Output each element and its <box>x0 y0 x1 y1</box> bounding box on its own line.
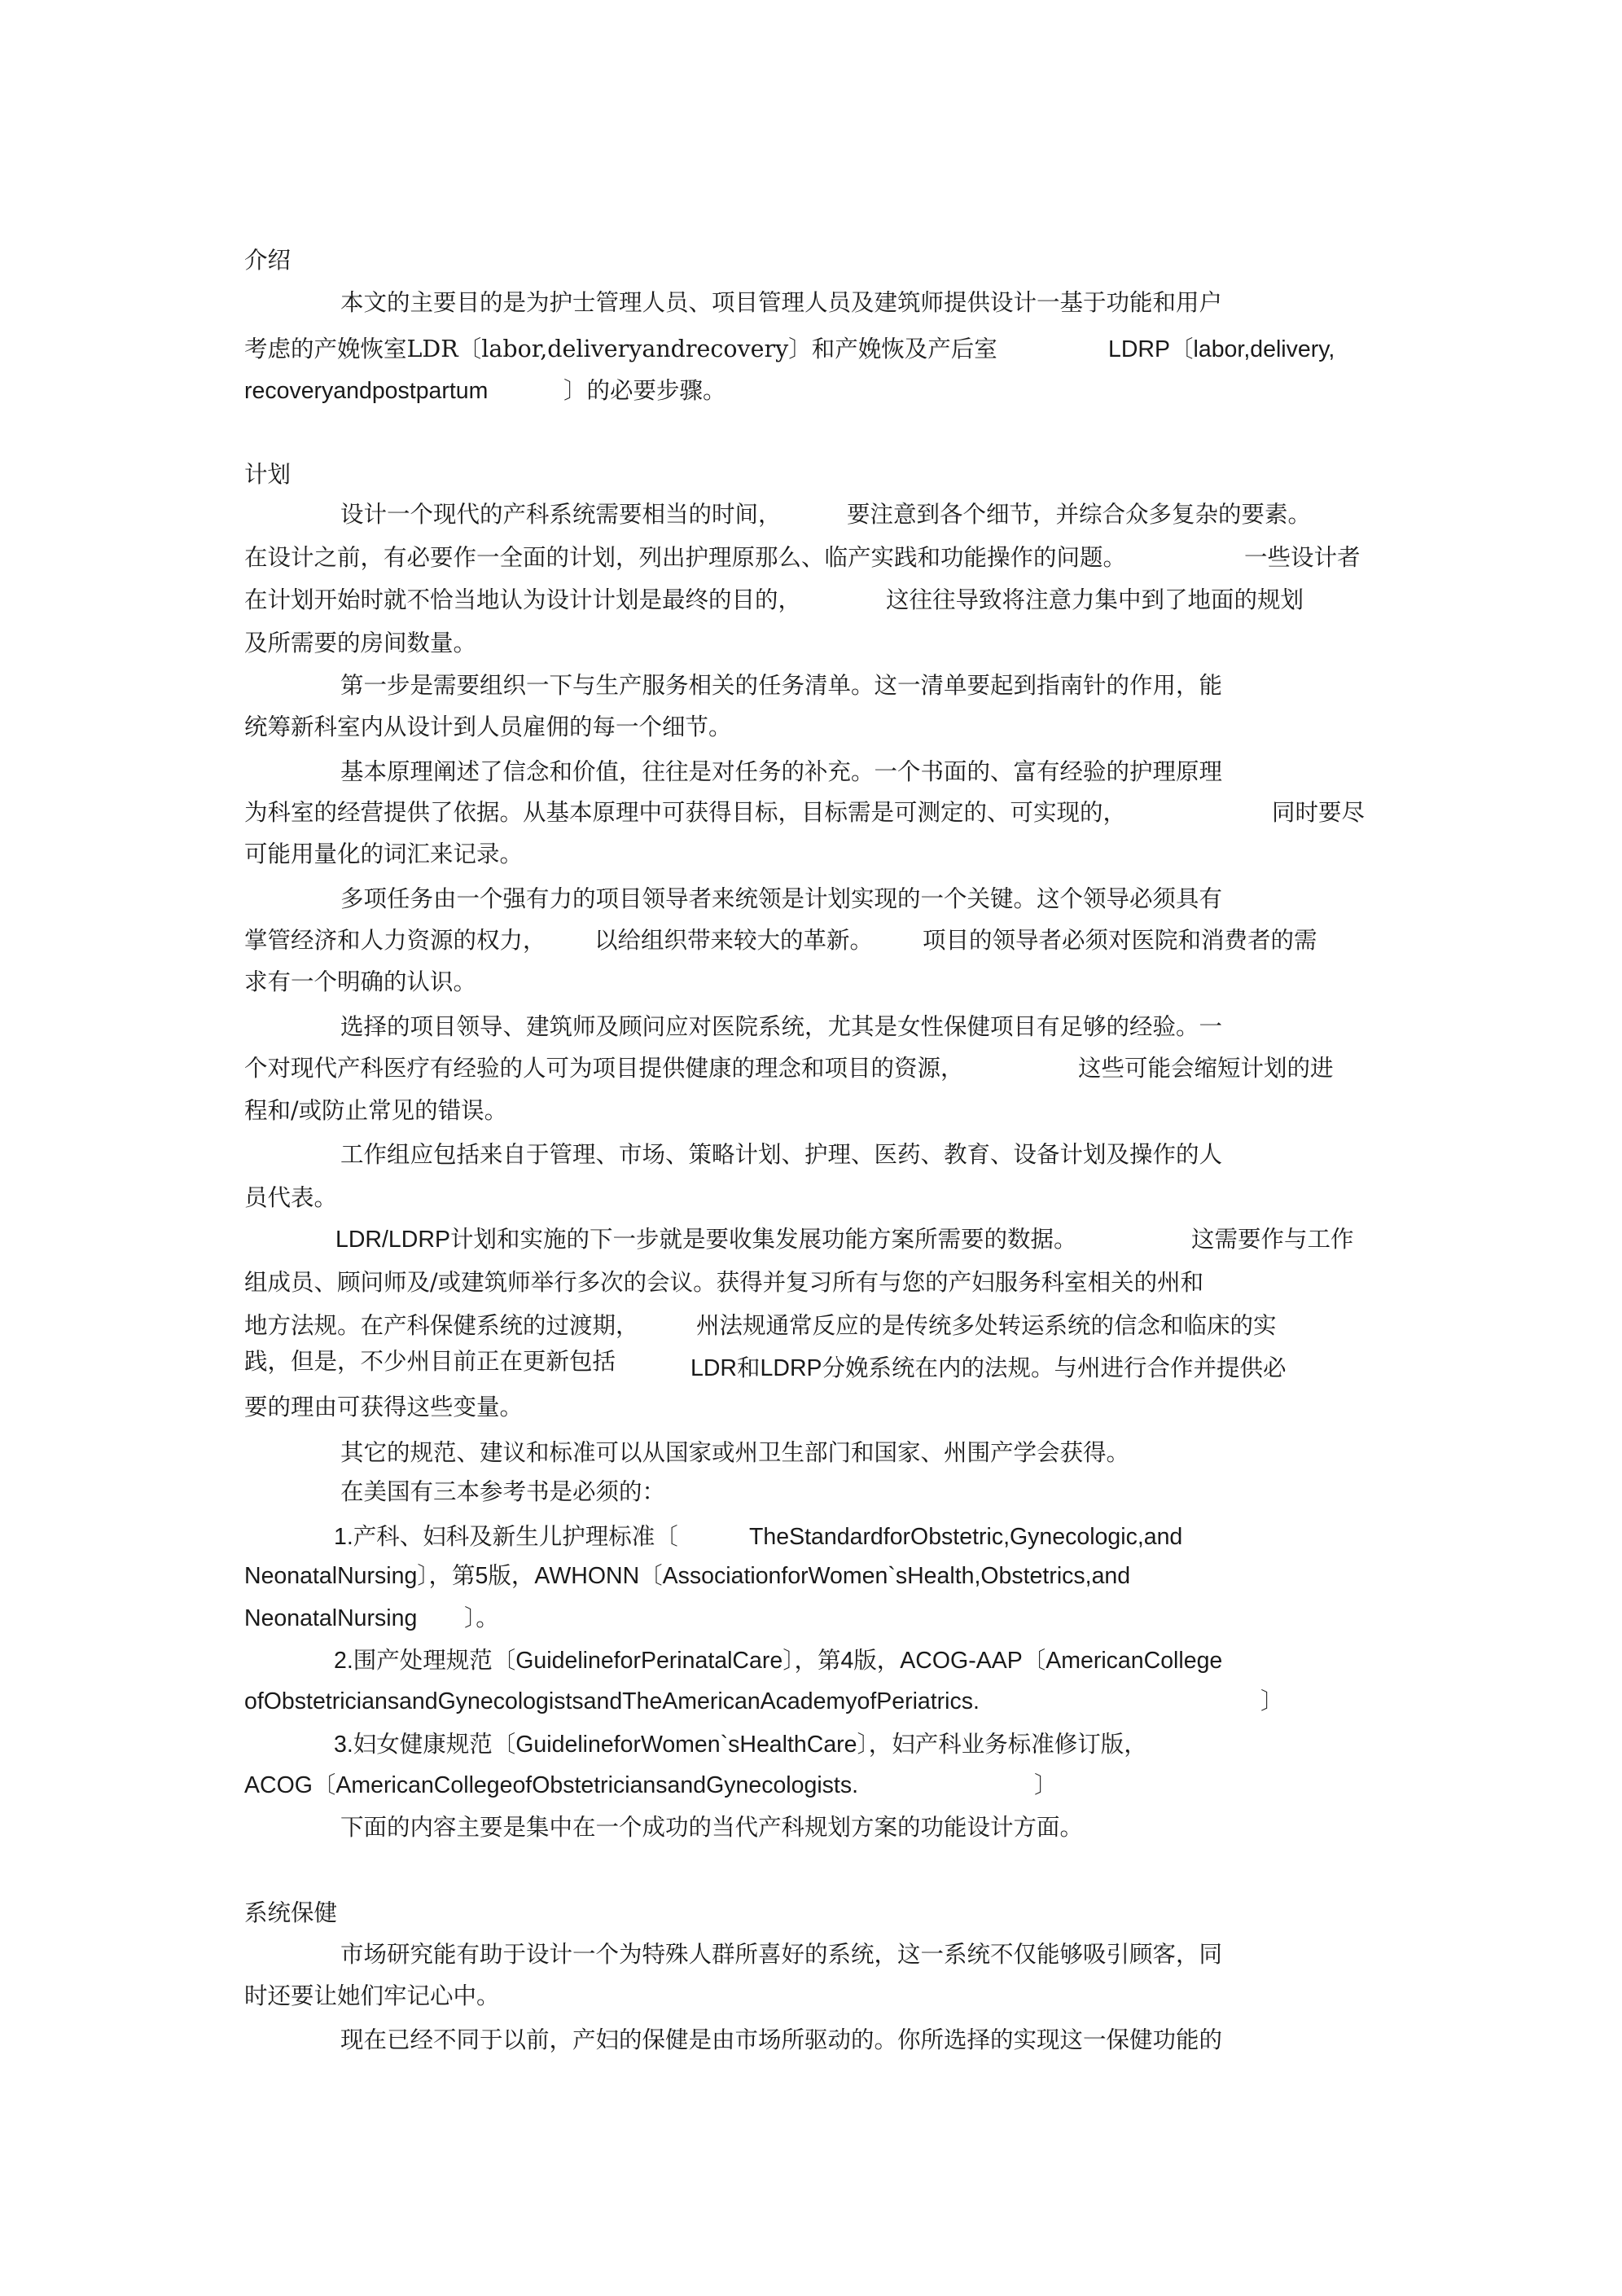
paragraph-line: 程和/或防止常见的错误。 <box>244 1097 508 1124</box>
heading-intro: 介绍 <box>244 247 292 274</box>
text-segment: 要注意到各个细节，并综合众多复杂的要素。 <box>847 501 1312 528</box>
text-segment: ofObstetriciansandGynecologistsandTheAmericanAcademyofPeriatrics. <box>244 1688 980 1714</box>
text-segment: 个对现代产科医疗有经验的人可为项目提供健康的理念和项目的资源， <box>244 1055 964 1082</box>
text-segment: 这需要作与工作 <box>1191 1226 1354 1253</box>
paragraph-line: 员代表。 <box>244 1184 338 1211</box>
paragraph-line: 选择的项目领导、建筑师及顾问应对医院系统，尤其是女性保健项目有足够的经验。一 <box>340 1013 1223 1040</box>
paragraph-line: 本文的主要目的是为护士管理人员、项目管理人员及建筑师提供设计一基于功能和用户 <box>340 289 1223 316</box>
text-segment: 在计划开始时就不恰当地认为设计计划是最终的目的， <box>244 586 802 613</box>
paragraph-line: 现在已经不同于以前，产妇的保健是由市场所驱动的。你所选择的实现这一保健功能的 <box>340 2026 1223 2053</box>
text-segment: 地方法规。在产科保健系统的过渡期， <box>244 1312 639 1339</box>
text-segment: TheStandardforObstetric,Gynecologic,and <box>749 1524 1183 1550</box>
text-segment: 考虑的产娩恢室LDR〔labor,deliveryandrecovery〕和产娩恢及产后室 <box>244 336 997 362</box>
paragraph-line: 基本原理阐述了信念和价值，往往是对任务的补充。一个书面的、富有经验的护理原理 <box>340 758 1223 785</box>
paragraph-line: 多项任务由一个强有力的项目领导者来统领是计划实现的一个关键。这个领导必须具有 <box>340 885 1223 912</box>
paragraph-line: 统筹新科室内从设计到人员雇佣的每一个细节。 <box>244 713 732 740</box>
text-segment: recoveryandpostpartum <box>244 378 489 404</box>
reference-line: NeonatalNursing〕，第5版，AWHONN〔AssociationforWomen`sHealth,Obstetrics,and <box>244 1563 1131 1589</box>
paragraph-line: 工作组应包括来自于管理、市场、策略计划、护理、医药、教育、设备计划及操作的人 <box>340 1141 1223 1168</box>
text-segment: 践，但是，不少州目前正在更新包括 <box>244 1348 616 1375</box>
paragraph-line: 市场研究能有助于设计一个为特殊人群所喜好的系统，这一系统不仅能够吸引顾客，同 <box>340 1941 1223 1968</box>
text-segment: 〕的必要步骤。 <box>563 377 726 404</box>
paragraph-line: 在美国有三本参考书是必须的： <box>340 1478 666 1505</box>
text-segment: 一些设计者 <box>1244 544 1361 571</box>
text-segment: LDRP〔labor,delivery, <box>1108 336 1335 362</box>
text-segment: 这些可能会缩短计划的进 <box>1078 1055 1334 1082</box>
paragraph-line: 求有一个明确的认识。 <box>244 968 477 995</box>
text-segment: 设计一个现代的产科系统需要相当的时间， <box>340 501 782 528</box>
text-segment: 掌管经济和人力资源的权力， <box>244 927 546 954</box>
text-segment: 〕 <box>1034 1772 1058 1798</box>
text-segment: 1.产科、妇科及新生儿护理标准〔 <box>334 1524 678 1550</box>
text-segment: 这往往导致将注意力集中到了地面的规划 <box>886 586 1304 613</box>
paragraph-line: 下面的内容主要是集中在一个成功的当代产科规划方案的功能设计方面。 <box>340 1814 1084 1841</box>
heading-system-care: 系统保健 <box>244 1899 338 1926</box>
paragraph-line: 组成员、顾问师及/或建筑师举行多次的会议。获得并复习所有与您的产妇服务科室相关的州和 <box>244 1269 1204 1296</box>
paragraph-line: 可能用量化的词汇来记录。 <box>244 841 524 867</box>
text-segment: ACOG〔AmericanCollegeofObstetriciansandGynecologists. <box>244 1772 858 1798</box>
text-segment: 以给组织带来较大的革新。 <box>594 927 874 954</box>
reference-line: 3.妇女健康规范〔GuidelineforWomen`sHealthCare〕，妇产科业务标准修订版， <box>334 1732 1147 1758</box>
paragraph-line: 及所需要的房间数量。 <box>244 630 477 656</box>
text-segment: 项目的领导者必须对医院和消费者的需 <box>923 927 1317 954</box>
text-segment: 〕。 <box>464 1605 499 1631</box>
paragraph-line: 其它的规范、建议和标准可以从国家或州卫生部门和国家、州围产学会获得。 <box>340 1439 1130 1466</box>
text-segment: NeonatalNursing <box>244 1605 418 1631</box>
text-segment: 州法规通常反应的是传统多处转运系统的信念和临床的实 <box>696 1312 1277 1339</box>
text-segment: 为科室的经营提供了依据。从基本原理中可获得目标，目标需是可测定的、可实现的， <box>244 799 1127 826</box>
paragraph-line: 时还要让她们牢记心中。 <box>244 1982 500 2009</box>
text-segment: 〕 <box>1260 1688 1284 1714</box>
text-segment: LDR和LDRP分娩系统在内的法规。与州进行合作并提供必 <box>690 1355 1287 1381</box>
text-segment: 同时要尽 <box>1272 799 1366 826</box>
paragraph-line: 要的理由可获得这些变量。 <box>244 1394 524 1420</box>
text-segment: LDR/LDRP计划和实施的下一步就是要收集发展功能方案所需要的数据。 <box>335 1227 1077 1253</box>
heading-plan: 计划 <box>244 461 292 488</box>
reference-line: 2.围产处理规范〔GuidelineforPerinatalCare〕，第4版，ACOG-AAP〔AmericanCollege <box>334 1648 1223 1674</box>
paragraph-line: 第一步是需要组织一下与生产服务相关的任务清单。这一清单要起到指南针的作用，能 <box>340 672 1223 699</box>
text-segment: 在设计之前，有必要作一全面的计划，列出护理原那么、临产实践和功能操作的问题。 <box>244 544 1127 571</box>
